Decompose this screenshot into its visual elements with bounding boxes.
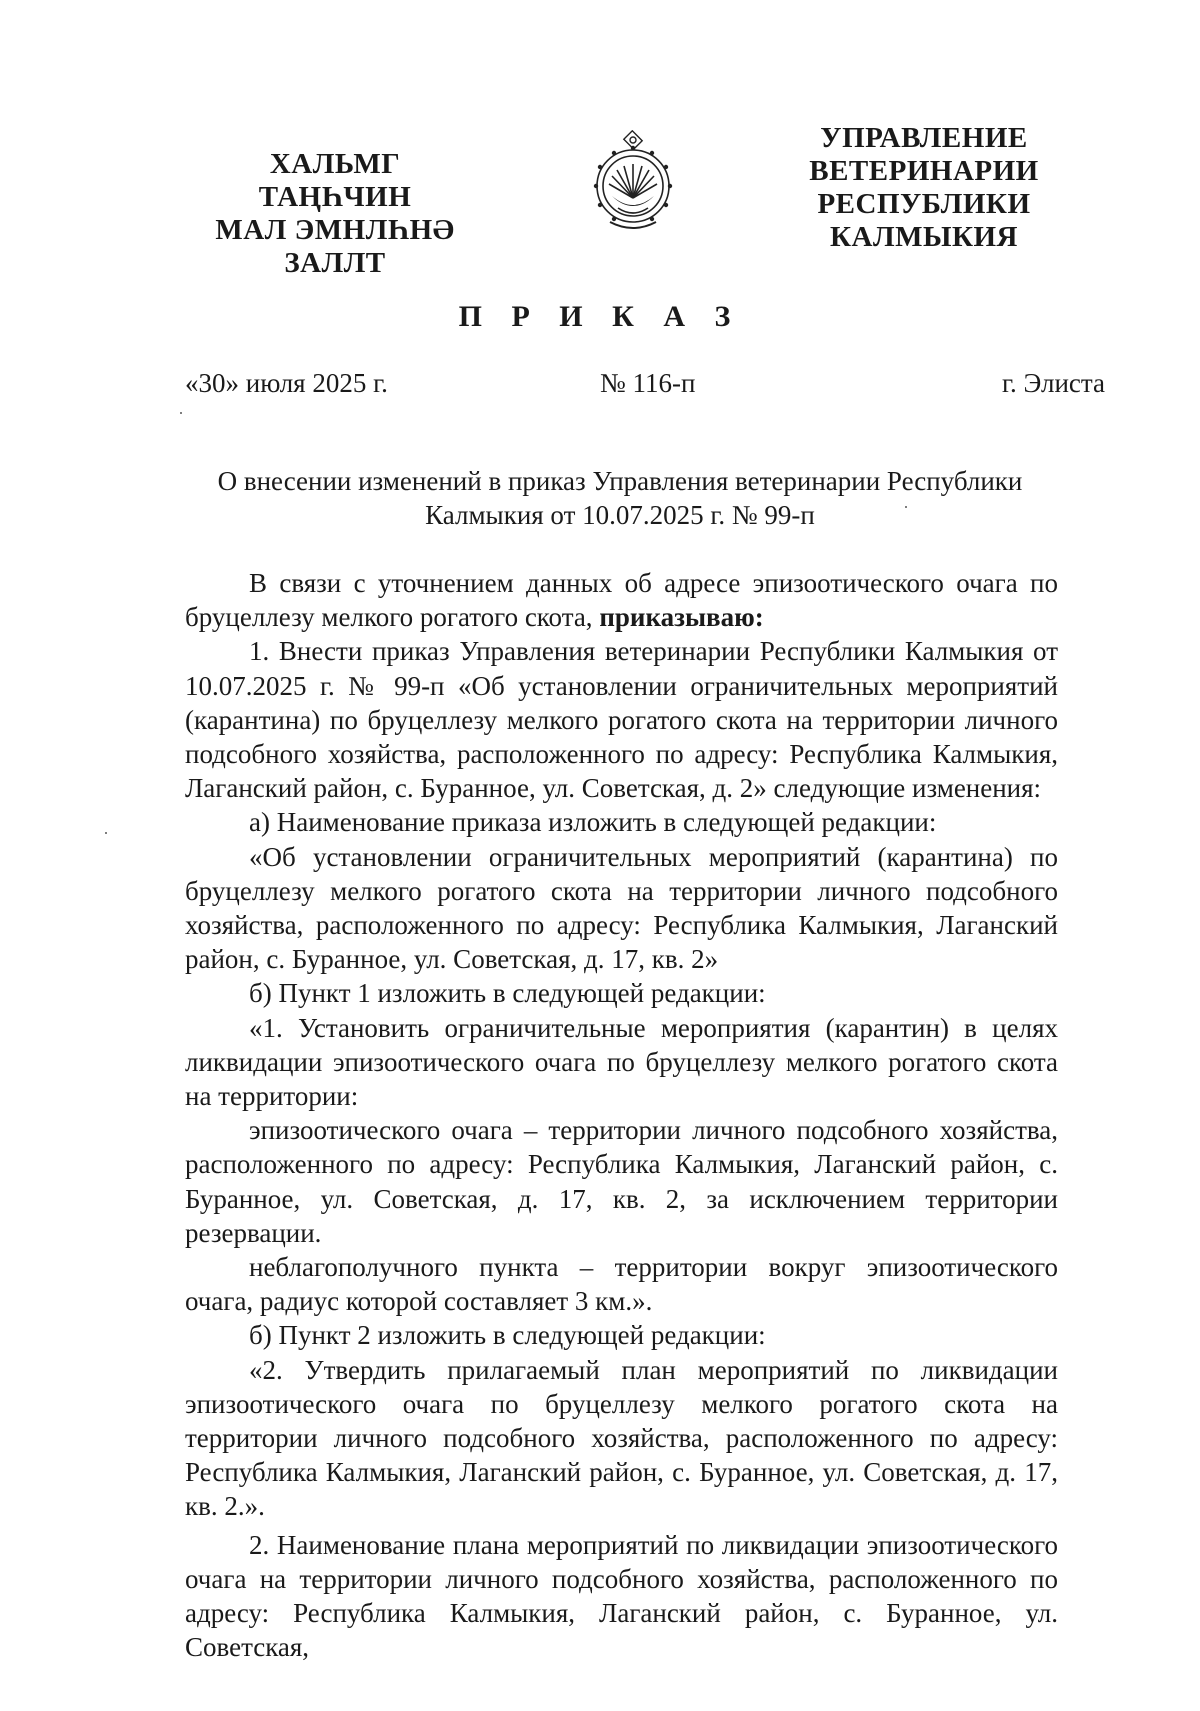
document-body	[185, 566, 1058, 1665]
body-paragraph-1: 1. Внести приказ Управления ветеринарии Республики Калмыкия от 10.07.2025 г. № 99-п «Об установлении ограничительных мероприятий (карантина) по бруцеллезу мелкого рогатого скота на территории личного подсобного хозяйства, расположенного по адресу: Республика Калмыкия, Лаганский район, с. Буранное, ул. Советская, д. 2» следующие изменения:	[185, 636, 1058, 804]
document-city: г. Элиста	[1002, 368, 1106, 398]
body-paragraph-3: «Об установлении ограничительных мероприятий (карантина) по бруцеллезу мелкого рогатого скота на территории личного подсобного хозяйства, расположенного по адресу: Республика Калмыкия, Лаганский район, с. Буранное, ул. Советская, д. 17, кв. 2»	[185, 841, 1058, 975]
document-subject	[180, 464, 1060, 532]
header-left-line-3: ЗАЛЛТ	[284, 247, 386, 279]
body-paragraph-4: б) Пункт 1 изложить в следующей редакции:	[249, 978, 766, 1009]
header-right-line-4: КАЛМЫКИЯ	[830, 221, 1018, 253]
scan-speck	[180, 412, 182, 414]
header-left-line-1: ХАЛЬМГ ТАҢҺЧИН	[258, 148, 412, 213]
body-paragraph-2: а) Наименование приказа изложить в следующей редакции:	[249, 807, 937, 838]
body-paragraph-8: б) Пункт 2 изложить в следующей редакции:	[249, 1320, 766, 1351]
document-number: № 116-п	[600, 368, 696, 398]
scan-speck	[905, 506, 907, 508]
header-left-line-2: МАЛ ЭМНЛҺНӘ	[215, 214, 455, 246]
intro-text: В связи с уточнением данных об адресе эпизоотического очага по бруцеллезу мелкого рогатого скота,	[185, 568, 1058, 633]
header-right-line-2: ВЕТЕРИНАРИИ	[809, 155, 1039, 187]
body-paragraph-9: «2. Утвердить прилагаемый план мероприятий по ликвидации эпизоотического очага по бруцеллезу мелкого рогатого скота на территории личного подсобного хозяйства, расположенного по адресу: Республика Калмыкия, Лаганский район, с. Буранное, ул. Советская, д. 17, кв. 2.».	[185, 1354, 1058, 1522]
subject-line-2: Калмыкия от 10.07.2025 г. № 99-п	[425, 500, 815, 530]
kalmykia-coat-of-arms-icon	[590, 130, 676, 234]
body-paragraph-10: 2. Наименование плана мероприятий по ликвидации эпизоотического очага на территории личного подсобного хозяйства, расположенного по адресу: Республика Калмыкия, Лаганский район, с. Буранное, ул. Советская,	[185, 1529, 1058, 1663]
header-right-line-3: РЕСПУБЛИКИ	[817, 188, 1031, 220]
body-intro	[185, 566, 1058, 634]
intro-order-word: приказываю:	[599, 602, 764, 633]
scan-speck	[105, 832, 107, 834]
header-kalmyk-name	[200, 148, 470, 280]
document-title: П Р И К А З	[458, 300, 742, 333]
header-right-line-1: УПРАВЛЕНИЕ	[820, 122, 1028, 154]
document-date: «30» июля 2025 г.	[185, 368, 388, 398]
body-paragraph-5: «1. Установить ограничительные мероприятия (карантин) в целях ликвидации эпизоотического очага по бруцеллезу мелкого рогатого скота на территории:	[185, 1012, 1058, 1112]
body-paragraph-7: неблагополучного пункта – территории вокруг эпизоотического очага, радиус которой составляет 3 км.».	[185, 1252, 1058, 1317]
header-russian-name	[808, 122, 1040, 254]
subject-line-1: О внесении изменений в приказ Управления ветеринарии Республики	[217, 466, 1023, 496]
body-paragraph-6: эпизоотического очага – территории личного подсобного хозяйства, расположенного по адресу: Республика Калмыкия, Лаганский район, с. Буранное, ул. Советская, д. 17, кв. 2, за исключением территории резервации.	[185, 1115, 1058, 1248]
